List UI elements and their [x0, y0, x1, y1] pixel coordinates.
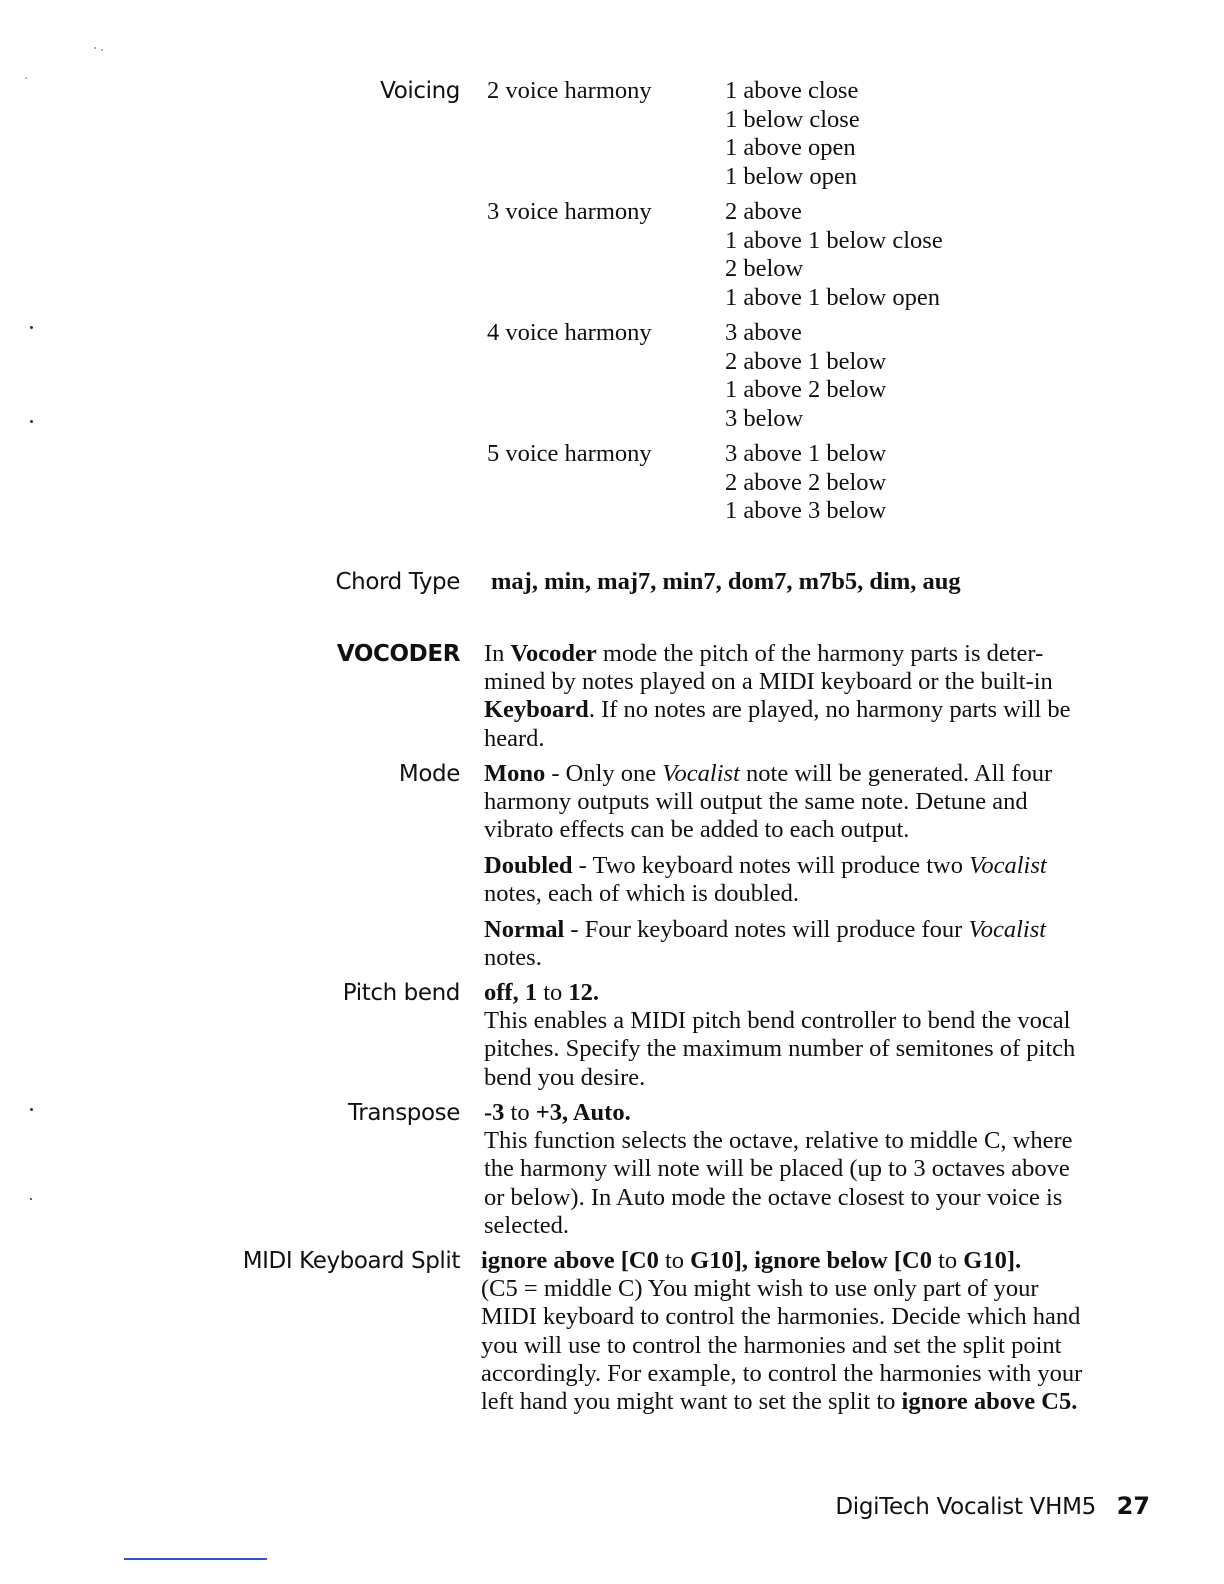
- list-item: 2 above: [725, 198, 802, 225]
- voicing-option-list: [725, 77, 860, 191]
- paragraph-line: [484, 696, 1144, 724]
- text-bold: off,: [484, 979, 519, 1006]
- transpose-label: Transpose: [348, 1100, 460, 1126]
- text-bold: Normal: [484, 916, 565, 943]
- text-bold: Mono: [484, 760, 546, 787]
- paragraph-line: This enables a MIDI pitch bend controller to bend the vocal: [484, 1007, 1071, 1035]
- paragraph-line: harmony outputs will output the same note. Detune and: [484, 788, 1028, 816]
- midi-keyboard-split-description: [481, 1247, 1141, 1416]
- voicing-option-list: [725, 198, 943, 312]
- voicing-group-name: 3 voice harmony: [487, 198, 652, 225]
- paragraph-line: mined by notes played on a MIDI keyboard or the built-in: [484, 668, 1053, 696]
- text: to: [931, 1247, 964, 1274]
- paragraph-line: [481, 1388, 1141, 1416]
- text-italic: Vocalist: [968, 916, 1047, 943]
- paragraph-line: (C5 = middle C) You might wish to use only part of your: [481, 1275, 1039, 1303]
- scan-speck: [30, 326, 33, 329]
- mode-mono-description: [484, 760, 1144, 845]
- text-bold: -3: [484, 1099, 505, 1126]
- paragraph-line: [484, 916, 1144, 944]
- text: left hand you might want to set the split to: [481, 1388, 902, 1416]
- paragraph-line: This function selects the octave, relative to middle C, where: [484, 1127, 1073, 1155]
- paragraph-line: heard.: [484, 724, 545, 752]
- paragraph-line: the harmony will note will be placed (up to 3 octaves above: [484, 1155, 1070, 1183]
- text: - Two keyboard notes will produce two: [572, 852, 970, 879]
- list-item: 3 above 1 below: [725, 440, 887, 467]
- voicing-group-name: 4 voice harmony: [487, 319, 652, 346]
- list-item: 1 above 1 below open: [725, 283, 940, 311]
- paragraph-line: vibrato effects can be added to each output.: [484, 816, 910, 844]
- text-italic: Vocalist: [662, 760, 740, 787]
- paragraph-line: [484, 640, 1144, 668]
- paragraph-line: [484, 1099, 1144, 1127]
- voicing-label: Voicing: [380, 78, 460, 104]
- text-bold: G10], ignore below [C0: [690, 1247, 932, 1274]
- transpose-description: [484, 1099, 1144, 1240]
- list-item: 1 above 1 below close: [725, 226, 943, 254]
- text-bold: Keyboard: [484, 696, 589, 724]
- list-item: 1 below close: [725, 105, 860, 133]
- paragraph-line: [484, 979, 1144, 1007]
- paragraph-line: [484, 760, 1144, 788]
- text: to: [537, 979, 569, 1006]
- scan-speck: [94, 47, 96, 49]
- text: . If no notes are played, no harmony parts will be: [588, 696, 1071, 724]
- paragraph-line: accordingly. For example, to control the harmonies with your: [481, 1359, 1083, 1387]
- text: - Four keyboard notes will produce four: [564, 916, 969, 943]
- scan-speck: [30, 1198, 32, 1200]
- list-item: 1 below open: [725, 162, 857, 190]
- text-bold: 12.: [568, 979, 600, 1006]
- text: to: [504, 1099, 536, 1126]
- page-number: 27: [1116, 1492, 1150, 1520]
- chord-type-label: Chord Type: [335, 569, 460, 595]
- list-item: 2 below: [725, 255, 804, 283]
- pitch-bend-label: Pitch bend: [342, 980, 460, 1006]
- paragraph-line: or below). In Auto mode the octave closest to your voice is: [484, 1183, 1063, 1211]
- text-italic: Vocalist: [969, 852, 1047, 879]
- text: to: [658, 1247, 691, 1274]
- scan-speck: [30, 420, 33, 423]
- text-bold: G10].: [963, 1247, 1022, 1274]
- text-bold: 1: [524, 979, 538, 1006]
- text-bold: ignore above [C0: [481, 1247, 659, 1274]
- paragraph-line: MIDI keyboard to control the harmonies. Decide which hand: [481, 1303, 1081, 1331]
- divider-line: [124, 1558, 267, 1560]
- paragraph-line: bend you desire.: [484, 1063, 646, 1091]
- text-bold: ignore above C5.: [901, 1388, 1078, 1416]
- paragraph-line: you will use to control the harmonies and set the split point: [481, 1331, 1062, 1359]
- paragraph-line: notes.: [484, 944, 542, 972]
- list-item: 3 below: [725, 404, 804, 432]
- mode-doubled-description: [484, 852, 1144, 908]
- paragraph-line: [481, 1247, 1141, 1275]
- text: In: [484, 640, 511, 667]
- list-item: 3 above: [725, 319, 802, 346]
- text-bold: +3, Auto.: [535, 1099, 631, 1126]
- text: note will be generated. All four: [739, 760, 1053, 787]
- list-item: 1 above close: [725, 77, 859, 104]
- list-item: 1 above open: [725, 134, 856, 162]
- list-item: 1 above 2 below: [725, 376, 887, 404]
- voicing-group-name: 5 voice harmony: [487, 440, 652, 467]
- text-bold: Vocoder: [510, 640, 597, 667]
- text: mode the pitch of the harmony parts is deter-: [596, 640, 1044, 667]
- text-bold: Doubled: [484, 852, 573, 879]
- voicing-group-name: 2 voice harmony: [487, 77, 652, 104]
- scan-speck: [30, 1108, 33, 1111]
- voicing-option-list: [725, 440, 886, 526]
- list-item: 2 above 1 below: [725, 347, 887, 375]
- paragraph-line: [484, 852, 1144, 880]
- mode-label: Mode: [398, 761, 460, 787]
- text: - Only one: [545, 760, 663, 787]
- mode-normal-description: [484, 916, 1144, 972]
- paragraph-line: selected.: [484, 1211, 570, 1239]
- voicing-option-list: [725, 319, 886, 433]
- list-item: 2 above 2 below: [725, 468, 887, 496]
- footer-product-name: DigiTech Vocalist VHM5: [835, 1494, 1096, 1520]
- list-item: 1 above 3 below: [725, 497, 887, 525]
- pitch-bend-description: [484, 979, 1144, 1092]
- chord-type-values: maj, min, maj7, min7, dom7, m7b5, dim, aug: [491, 568, 961, 595]
- paragraph-line: pitches. Specify the maximum number of semitones of pitch: [484, 1035, 1076, 1063]
- scan-speck: [25, 77, 27, 79]
- scan-speck: [101, 49, 103, 51]
- paragraph-line: notes, each of which is doubled.: [484, 880, 800, 908]
- vocoder-description: [484, 640, 1144, 753]
- midi-keyboard-split-label: MIDI Keyboard Split: [242, 1248, 460, 1274]
- vocoder-heading: VOCODER: [336, 641, 460, 667]
